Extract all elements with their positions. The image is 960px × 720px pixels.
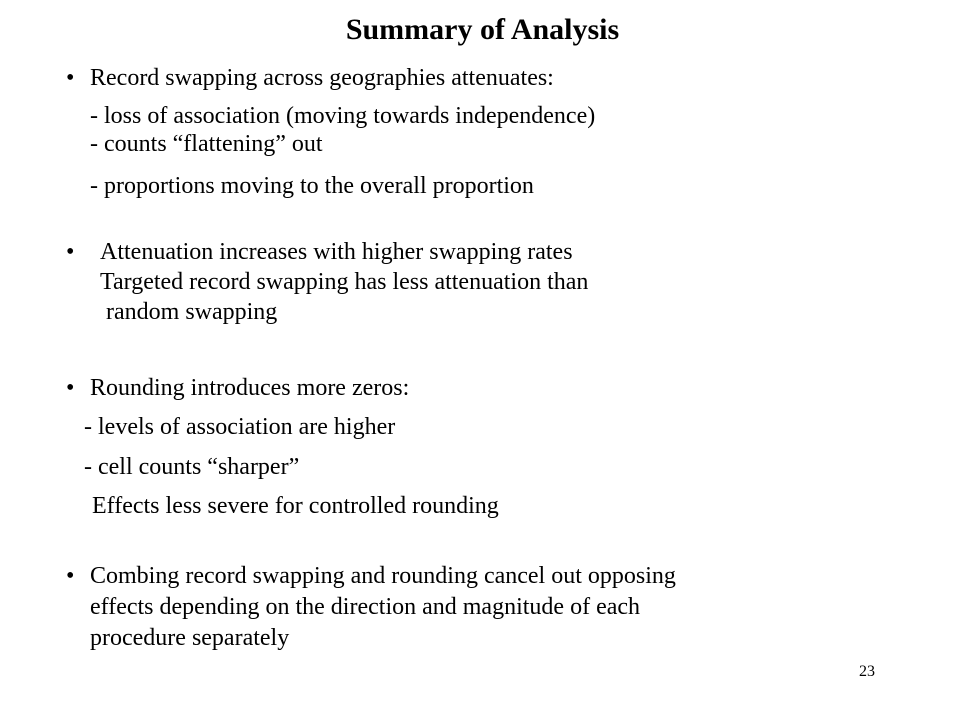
bullet-icon: • [66,375,75,401]
bullet-2-sub-2: random swapping [106,299,278,325]
bullet-1-sub-2: - counts “flattening” out [90,131,323,157]
bullet-1-sub-3: - proportions moving to the overall proportion [90,173,534,199]
bullet-4-sub-2: procedure separately [90,625,290,651]
bullet-1-sub-1: - loss of association (moving towards independence) [90,103,596,129]
bullet-icon: • [66,239,75,265]
bullet-2-sub-1: Targeted record swapping has less attenuation than [100,269,589,295]
slide-title: Summary of Analysis [345,13,620,46]
bullet-3-sub-1: - levels of association are higher [84,414,396,440]
bullet-4-sub-1: effects depending on the direction and magnitude of each [90,594,641,620]
bullet-2-text: Attenuation increases with higher swapping rates [100,239,573,265]
bullet-icon: • [66,563,75,589]
bullet-1-text: Record swapping across geographies attenuates: [90,65,554,91]
bullet-4-text: Combing record swapping and rounding cancel out opposing [90,563,676,589]
bullet-3-sub-2: - cell counts “sharper” [84,454,300,480]
bullet-3-text: Rounding introduces more zeros: [90,375,410,401]
bullet-icon: • [66,65,75,91]
bullet-3-sub-3: Effects less severe for controlled rounding [92,493,499,519]
page-number: 23 [859,663,875,680]
